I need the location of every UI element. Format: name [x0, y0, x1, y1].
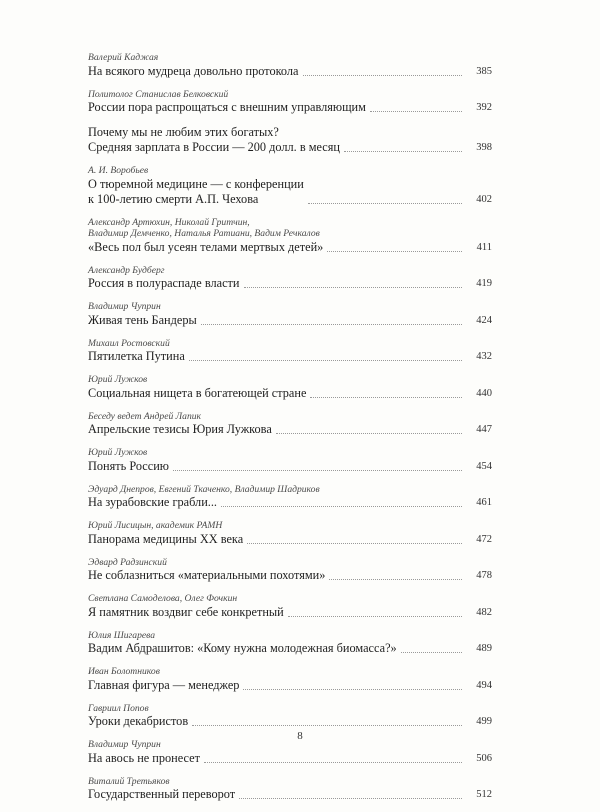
entry-title-line: Я памятник воздвиг себе конкретный: [88, 604, 284, 619]
entry-page-number: 512: [476, 789, 492, 800]
entry-title-line: к 100-летию смерти А.П. Чехова: [88, 191, 259, 206]
entry-title: [88, 678, 239, 693]
entry-title-line: На зурабовские грабли...: [88, 495, 217, 509]
dot-leader: [201, 324, 462, 325]
entry-title-line: Живая тень Бандеры: [88, 312, 197, 327]
entry-title: [88, 276, 240, 291]
entry-author: Эдвард Радзинский: [88, 556, 167, 568]
entry-title-row: [88, 641, 492, 656]
entry-author: Беседу ведет Андрей Лапик: [88, 410, 202, 422]
entry-author: Политолог Станислав Белковский: [88, 88, 229, 100]
entry-title-row: [88, 568, 492, 583]
entry-page-number: 432: [476, 351, 492, 362]
entry-title-line: Социальная нищета в богатеющей стране: [88, 385, 307, 400]
page-number-folio: 8: [297, 730, 303, 742]
entry-page-number: 494: [476, 679, 492, 691]
entry-title-line: Пятилетка Путина: [88, 349, 185, 363]
entry-title-line: Почему мы не любим этих богатых?: [88, 125, 279, 139]
entry-title-line: Вадим Абдрашитов: «Кому нужна молодежная биомасса?»: [88, 641, 397, 655]
entry-page-number: 402: [476, 193, 492, 205]
entry-author: Александр Будберг: [88, 264, 165, 276]
entry-title-row: [88, 678, 492, 693]
toc-entry: [88, 557, 492, 584]
entry-title-row: [88, 177, 492, 207]
entry-title-row: [88, 276, 492, 291]
entry-page-number: 424: [476, 314, 492, 326]
entry-author: А. И. Воробьев: [88, 165, 149, 176]
entry-title-line: Апрельские тезисы Юрия Лужкова: [88, 422, 272, 436]
entry-title: [88, 532, 243, 547]
toc-entry: [88, 447, 492, 474]
entry-title: [88, 714, 188, 729]
entry-page-number: 454: [476, 460, 492, 472]
dot-leader: [401, 652, 462, 653]
entry-author: Светлана Самоделова, Олег Фочкин: [88, 593, 238, 604]
toc-entry: [88, 666, 492, 693]
entry-page-number: 398: [476, 142, 492, 153]
entry-title: [88, 64, 299, 79]
entry-title-row: [88, 313, 492, 328]
entry-title-row: [88, 125, 492, 155]
table-of-contents: [88, 52, 492, 812]
dot-leader: [189, 360, 462, 361]
entry-page-number: 411: [476, 241, 492, 253]
toc-entry: [88, 739, 492, 766]
entry-page-number: 489: [476, 643, 492, 654]
entry-author: Юрий Лисицын, академик РАМН: [88, 520, 223, 531]
entry-title-row: [88, 349, 492, 364]
dot-leader: [288, 616, 462, 617]
entry-title-row: [88, 240, 492, 255]
entry-title-row: [88, 532, 492, 547]
entry-author: Александр Артюхин, Николай Гритчин,: [88, 216, 250, 228]
entry-page-number: 482: [476, 606, 492, 618]
entry-title: [88, 349, 185, 364]
entry-title-line: «Весь пол был усеян телами мертвых детей»: [88, 239, 324, 254]
dot-leader: [192, 725, 462, 726]
entry-title-row: [88, 64, 492, 79]
entry-page-number: 499: [476, 716, 492, 727]
entry-page-number: 478: [476, 570, 492, 581]
toc-entry: [88, 52, 492, 79]
toc-entry: [88, 776, 492, 803]
entry-title: [88, 313, 197, 328]
toc-entry: [88, 520, 492, 547]
dot-leader: [308, 203, 462, 204]
dot-leader: [221, 506, 462, 507]
entry-author: Юрий Лужков: [88, 447, 148, 458]
entry-title-line: Уроки декабристов: [88, 714, 189, 728]
entry-title-line: России пора распрощаться с внешним управляющим: [88, 100, 366, 114]
toc-entry: [88, 165, 492, 207]
toc-entry: [88, 630, 492, 657]
entry-page-number: 506: [476, 752, 492, 764]
entry-title-line: Средняя зарплата в России — 200 долл. в месяц: [88, 140, 340, 154]
dot-leader: [244, 287, 463, 288]
entry-author: Владимир Демченко, Наталья Ратиани, Вадим Речкалов: [88, 228, 320, 239]
toc-entry: [88, 125, 492, 155]
entry-title: [88, 787, 235, 802]
entry-title-row: [88, 100, 492, 115]
entry-title: [88, 177, 304, 207]
toc-entry: [88, 89, 492, 116]
entry-title-line: На авось не пронесет: [88, 750, 200, 765]
entry-title-row: [88, 751, 492, 766]
dot-leader: [344, 151, 462, 152]
entry-title: [88, 125, 340, 155]
entry-title-line: Не соблазниться «материальными похотями»: [88, 568, 326, 582]
entry-author: Гавриил Попов: [88, 702, 149, 714]
entry-title-row: [88, 714, 492, 729]
dot-leader: [370, 111, 462, 112]
entry-title-line: Панорама медицины XX века: [88, 531, 244, 546]
dot-leader: [329, 579, 462, 580]
entry-title-row: [88, 495, 492, 510]
entry-title-row: [88, 605, 492, 620]
entry-page-number: 392: [476, 102, 492, 113]
dot-leader: [303, 75, 462, 76]
entry-title-line: Главная фигура — менеджер: [88, 677, 240, 692]
dot-leader: [239, 798, 462, 799]
entry-title: [88, 568, 325, 583]
entry-page-number: 419: [476, 278, 492, 289]
toc-entry: [88, 301, 492, 328]
entry-title: [88, 100, 366, 115]
entry-title: [88, 751, 200, 766]
entry-page-number: 472: [476, 533, 492, 545]
entry-page-number: 440: [476, 387, 492, 399]
dot-leader: [243, 689, 462, 690]
entry-page-number: 447: [476, 424, 492, 435]
dot-leader: [276, 433, 462, 434]
entry-page-number: 461: [476, 497, 492, 508]
dot-leader: [247, 543, 462, 544]
entry-title: [88, 422, 272, 437]
entry-author: Эдуард Днепров, Евгений Ткаченко, Владимир Шадриков: [88, 483, 320, 495]
entry-title-line: Государственный переворот: [88, 787, 236, 801]
entry-title-line: Понять Россию: [88, 458, 169, 473]
entry-author: Владимир Чуприн: [88, 301, 161, 312]
toc-entry: [88, 265, 492, 292]
entry-author: Владимир Чуприн: [88, 739, 161, 750]
entry-title: [88, 641, 397, 656]
entry-title-line: О тюремной медицине — с конференции: [88, 176, 304, 191]
entry-title-row: [88, 459, 492, 474]
entry-page-number: 385: [476, 65, 492, 77]
entry-author: Юлия Шигарева: [88, 629, 156, 641]
entry-author: Иван Болотников: [88, 666, 160, 677]
entry-title: [88, 459, 169, 474]
entry-title-row: [88, 787, 492, 802]
entry-author: Михаил Ростовский: [88, 337, 170, 349]
toc-entry: [88, 217, 492, 255]
entry-author: Виталий Третьяков: [88, 775, 170, 787]
entry-title: [88, 495, 217, 510]
toc-entry: [88, 484, 492, 511]
entry-title-line: Россия в полураспаде власти: [88, 276, 240, 290]
toc-entry: [88, 338, 492, 365]
entry-title-row: [88, 422, 492, 437]
entry-title: [88, 240, 323, 255]
entry-title-line: На всякого мудреца довольно протокола: [88, 63, 299, 78]
dot-leader: [310, 397, 462, 398]
entry-title: [88, 605, 284, 620]
dot-leader: [173, 470, 462, 471]
toc-entry: [88, 703, 492, 730]
toc-entry: [88, 374, 492, 401]
entry-title: [88, 386, 306, 401]
entry-author: Юрий Лужков: [88, 374, 148, 385]
toc-entry: [88, 411, 492, 438]
entry-author: Валерий Каджая: [88, 52, 159, 63]
toc-entry: [88, 593, 492, 620]
entry-title-row: [88, 386, 492, 401]
dot-leader: [204, 762, 462, 763]
dot-leader: [327, 251, 462, 252]
